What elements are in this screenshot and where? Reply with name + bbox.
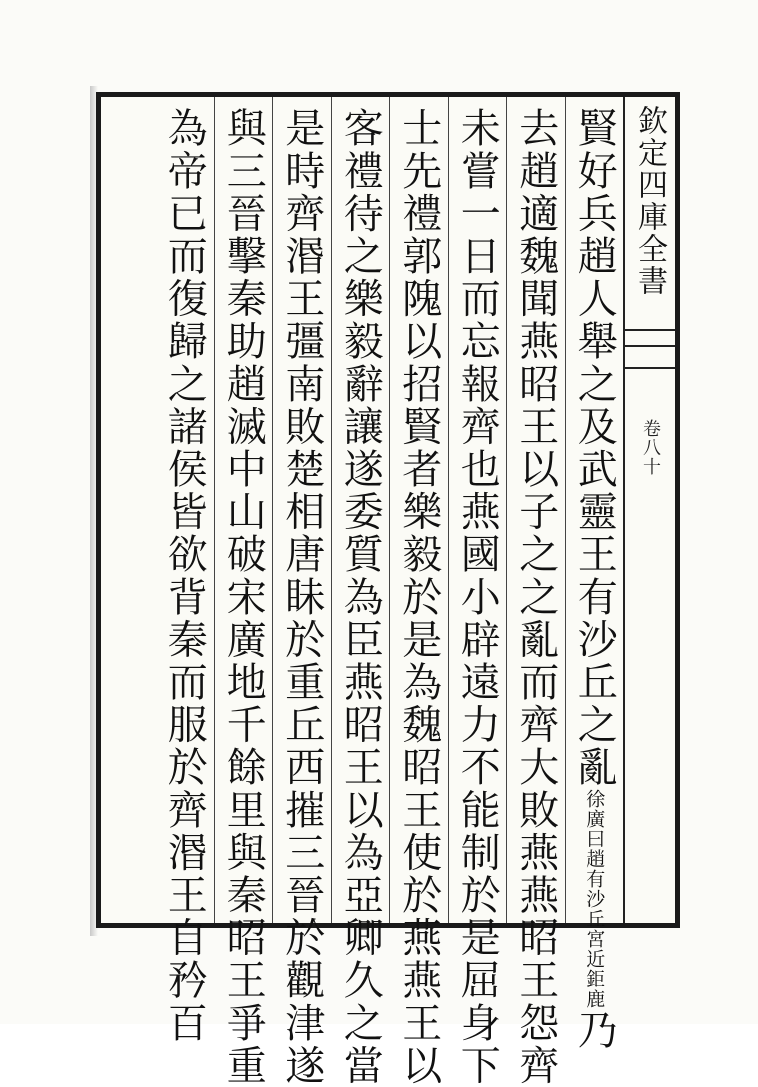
running-title: 欽定四庫全書 bbox=[632, 105, 667, 297]
margin-strip bbox=[623, 97, 675, 923]
text-columns bbox=[101, 97, 623, 1087]
text-column-8 bbox=[155, 97, 214, 1045]
text-column-2 bbox=[506, 97, 565, 1087]
column-6-main: 是時齊湣王彊南敗楚相唐眛於重丘西摧三晉於觀津遂 bbox=[278, 107, 325, 1087]
column-8-main: 為帝已而復歸之諸侯皆欲背秦而服於齊湣王自矜百 bbox=[161, 107, 208, 1045]
chapter-label: 卷八十 bbox=[640, 419, 661, 476]
column-1-commentary: 徐廣曰趙有沙丘宮近鉅鹿 bbox=[583, 788, 606, 1009]
column-4-main: 士先禮郭隗以招賢者樂毅於是為魏昭王使於燕燕王以 bbox=[395, 107, 442, 1087]
text-column-6 bbox=[272, 97, 331, 1087]
fish-tail-mark bbox=[625, 329, 675, 369]
text-frame bbox=[96, 92, 680, 1087]
column-1-tail: 乃 bbox=[571, 1008, 618, 1052]
text-column-1 bbox=[565, 97, 624, 1052]
column-7-main: 與三晉擊秦助趙滅中山破宋廣地千餘里與秦昭王爭重 bbox=[220, 107, 267, 1087]
column-1-main: 賢好兵趙人舉之及武靈王有沙丘之亂 bbox=[571, 107, 618, 789]
text-column-3 bbox=[448, 97, 507, 1087]
column-3-main: 未嘗一日而忘報齊也燕國小辟遠力不能制於是屈身下 bbox=[454, 107, 501, 1087]
text-column-4 bbox=[389, 97, 448, 1087]
column-5-main: 客禮待之樂毅辭讓遂委質為臣燕昭王以為亞卿久之當 bbox=[337, 107, 384, 1087]
column-2-main: 去趙適魏聞燕昭王以子之之亂而齊大敗燕燕昭王怨齊 bbox=[512, 107, 559, 1087]
text-column-7 bbox=[214, 97, 273, 1087]
text-column-5 bbox=[331, 97, 390, 1087]
